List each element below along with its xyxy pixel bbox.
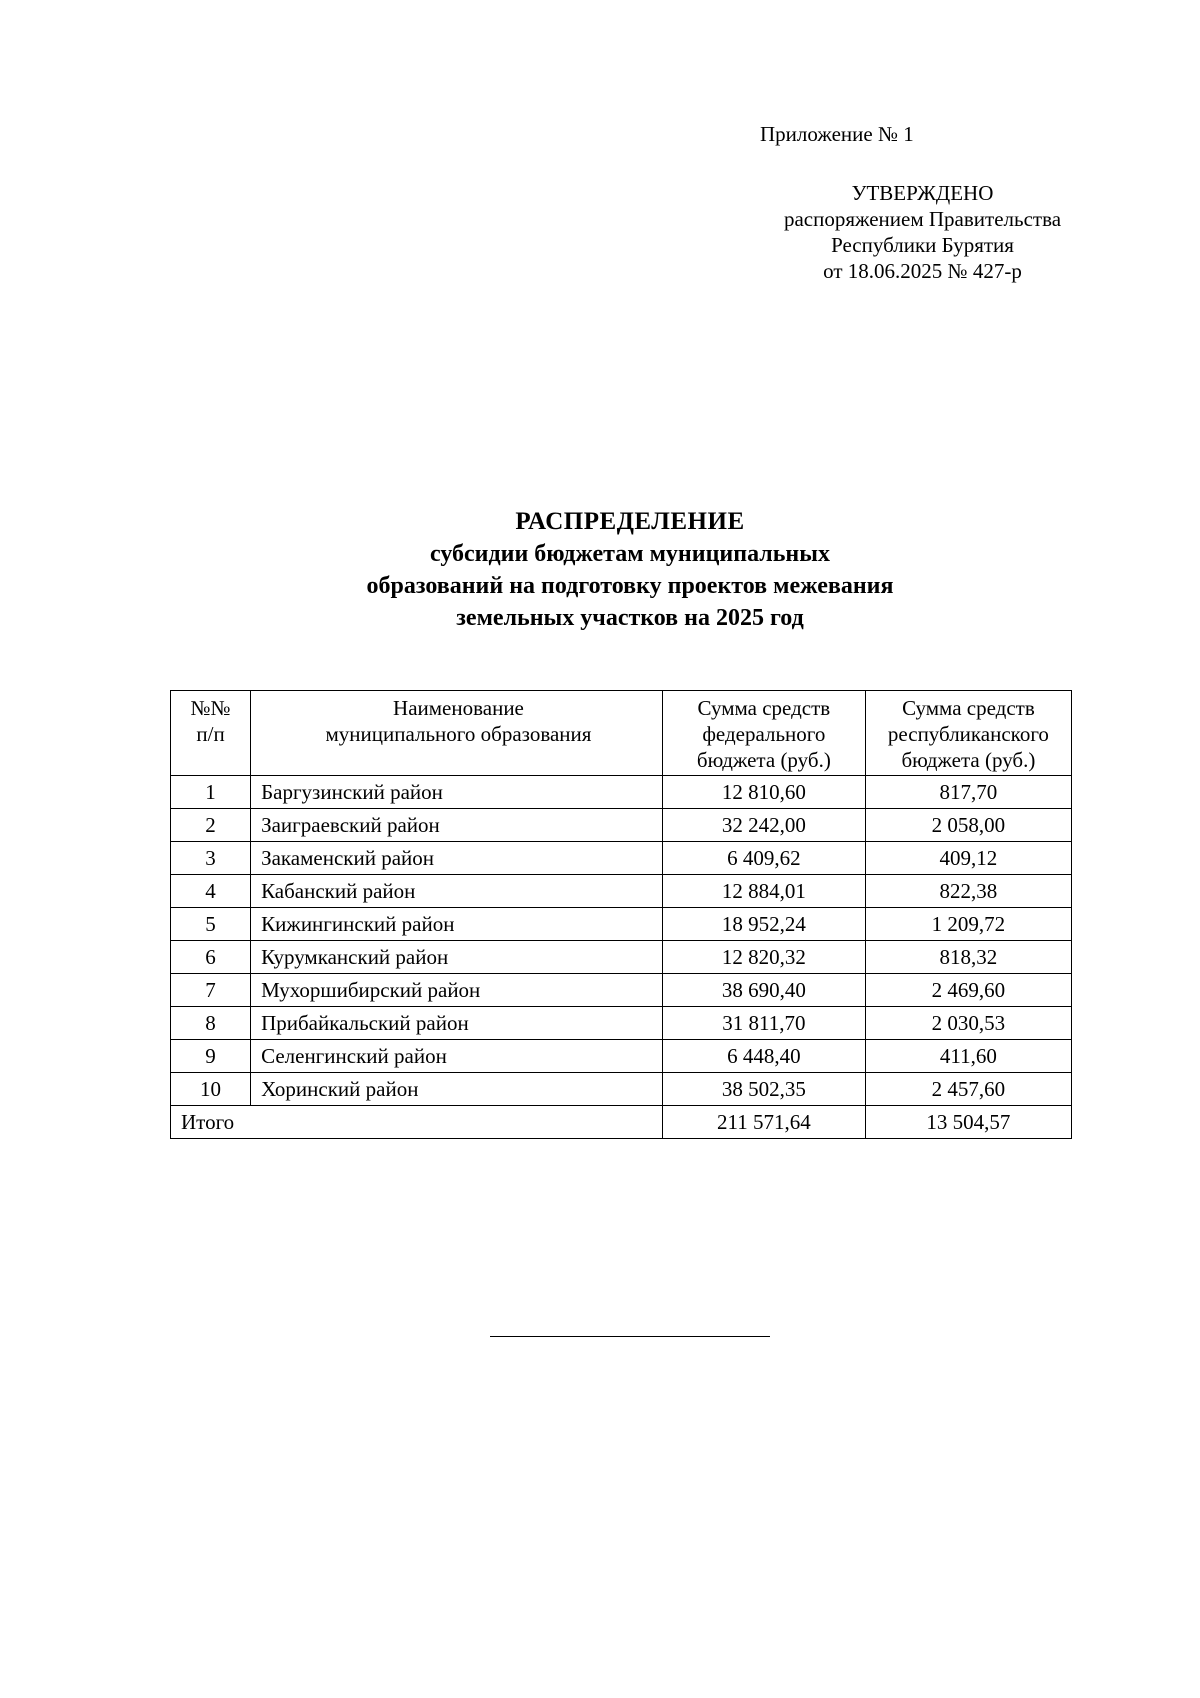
total-label: Итого [171, 1106, 663, 1139]
row-name: Курумканский район [251, 941, 663, 974]
row-federal: 38 690,40 [662, 974, 865, 1007]
row-num: 7 [171, 974, 251, 1007]
row-num: 4 [171, 875, 251, 908]
header-num-line: п/п [196, 722, 225, 746]
row-num: 2 [171, 809, 251, 842]
header-republic-line: Сумма средств [902, 696, 1035, 720]
total-federal: 211 571,64 [662, 1106, 865, 1139]
row-federal: 31 811,70 [662, 1007, 865, 1040]
title-line-1: субсидии бюджетам муниципальных [430, 541, 830, 567]
approval-line-1: распоряжением Правительства [783, 207, 1062, 231]
closing-rule [490, 1336, 770, 1337]
approval-line-3: от 18.06.2025 № 427-р [823, 259, 1022, 283]
row-republic: 409,12 [865, 842, 1071, 875]
table-row [171, 776, 1072, 809]
row-name: Кабанский район [251, 875, 663, 908]
header-republic-line: бюджета (руб.) [901, 748, 1036, 772]
header-num [171, 691, 251, 776]
row-num: 3 [171, 842, 251, 875]
header-name-line: муниципального образования [325, 722, 592, 746]
header-republic-line: республиканского [887, 722, 1049, 746]
row-republic: 817,70 [865, 776, 1071, 809]
row-name: Селенгинский район [251, 1040, 663, 1073]
row-federal: 6 409,62 [662, 842, 865, 875]
header-name [251, 691, 663, 776]
table-row [171, 974, 1072, 1007]
row-name: Кижингинский район [251, 908, 663, 941]
row-republic: 2 058,00 [865, 809, 1071, 842]
row-num: 5 [171, 908, 251, 941]
total-republic: 13 504,57 [865, 1106, 1071, 1139]
row-federal: 38 502,35 [662, 1073, 865, 1106]
row-name: Баргузинский район [251, 776, 663, 809]
row-federal: 18 952,24 [662, 908, 865, 941]
row-name: Закаменский район [251, 842, 663, 875]
row-republic: 1 209,72 [865, 908, 1071, 941]
row-name: Прибайкальский район [251, 1007, 663, 1040]
table-row [171, 908, 1072, 941]
row-num: 9 [171, 1040, 251, 1073]
row-republic: 2 469,60 [865, 974, 1071, 1007]
row-federal: 32 242,00 [662, 809, 865, 842]
row-republic: 818,32 [865, 941, 1071, 974]
table-row [171, 1040, 1072, 1073]
title-main: РАСПРЕДЕЛЕНИЕ [515, 508, 745, 535]
row-federal: 12 820,32 [662, 941, 865, 974]
row-num: 6 [171, 941, 251, 974]
row-num: 1 [171, 776, 251, 809]
document-title [0, 505, 1200, 634]
row-republic: 2 457,60 [865, 1073, 1071, 1106]
distribution-table [170, 690, 1072, 1139]
title-line-3: земельных участков на 2025 год [456, 605, 804, 631]
row-name: Хоринский район [251, 1073, 663, 1106]
header-republic [865, 691, 1071, 776]
row-num: 10 [171, 1073, 251, 1106]
row-republic: 411,60 [865, 1040, 1071, 1073]
approval-heading: УТВЕРЖДЕНО [851, 181, 994, 205]
table-total-row [171, 1106, 1072, 1139]
approval-line-2: Республики Бурятия [831, 233, 1014, 257]
table-row [171, 1007, 1072, 1040]
table-row [171, 1073, 1072, 1106]
row-name: Заиграевский район [251, 809, 663, 842]
table-row [171, 941, 1072, 974]
table-row [171, 875, 1072, 908]
row-federal: 12 810,60 [662, 776, 865, 809]
table-header-row [171, 691, 1072, 776]
header-num-line: №№ [190, 696, 231, 720]
header-federal-line: бюджета (руб.) [696, 748, 831, 772]
row-federal: 6 448,40 [662, 1040, 865, 1073]
row-federal: 12 884,01 [662, 875, 865, 908]
row-republic: 2 030,53 [865, 1007, 1071, 1040]
header-federal [662, 691, 865, 776]
header-name-line: Наименование [393, 696, 524, 720]
table-row [171, 842, 1072, 875]
appendix-label: Приложение № 1 [760, 122, 914, 146]
row-num: 8 [171, 1007, 251, 1040]
header-federal-line: Сумма средств [697, 696, 831, 720]
title-line-2: образований на подготовку проектов межевания [366, 573, 894, 599]
approval-block [720, 180, 1125, 284]
row-republic: 822,38 [865, 875, 1071, 908]
row-name: Мухоршибирский район [251, 974, 663, 1007]
header-federal-line: федерального [702, 722, 826, 746]
table-row [171, 809, 1072, 842]
